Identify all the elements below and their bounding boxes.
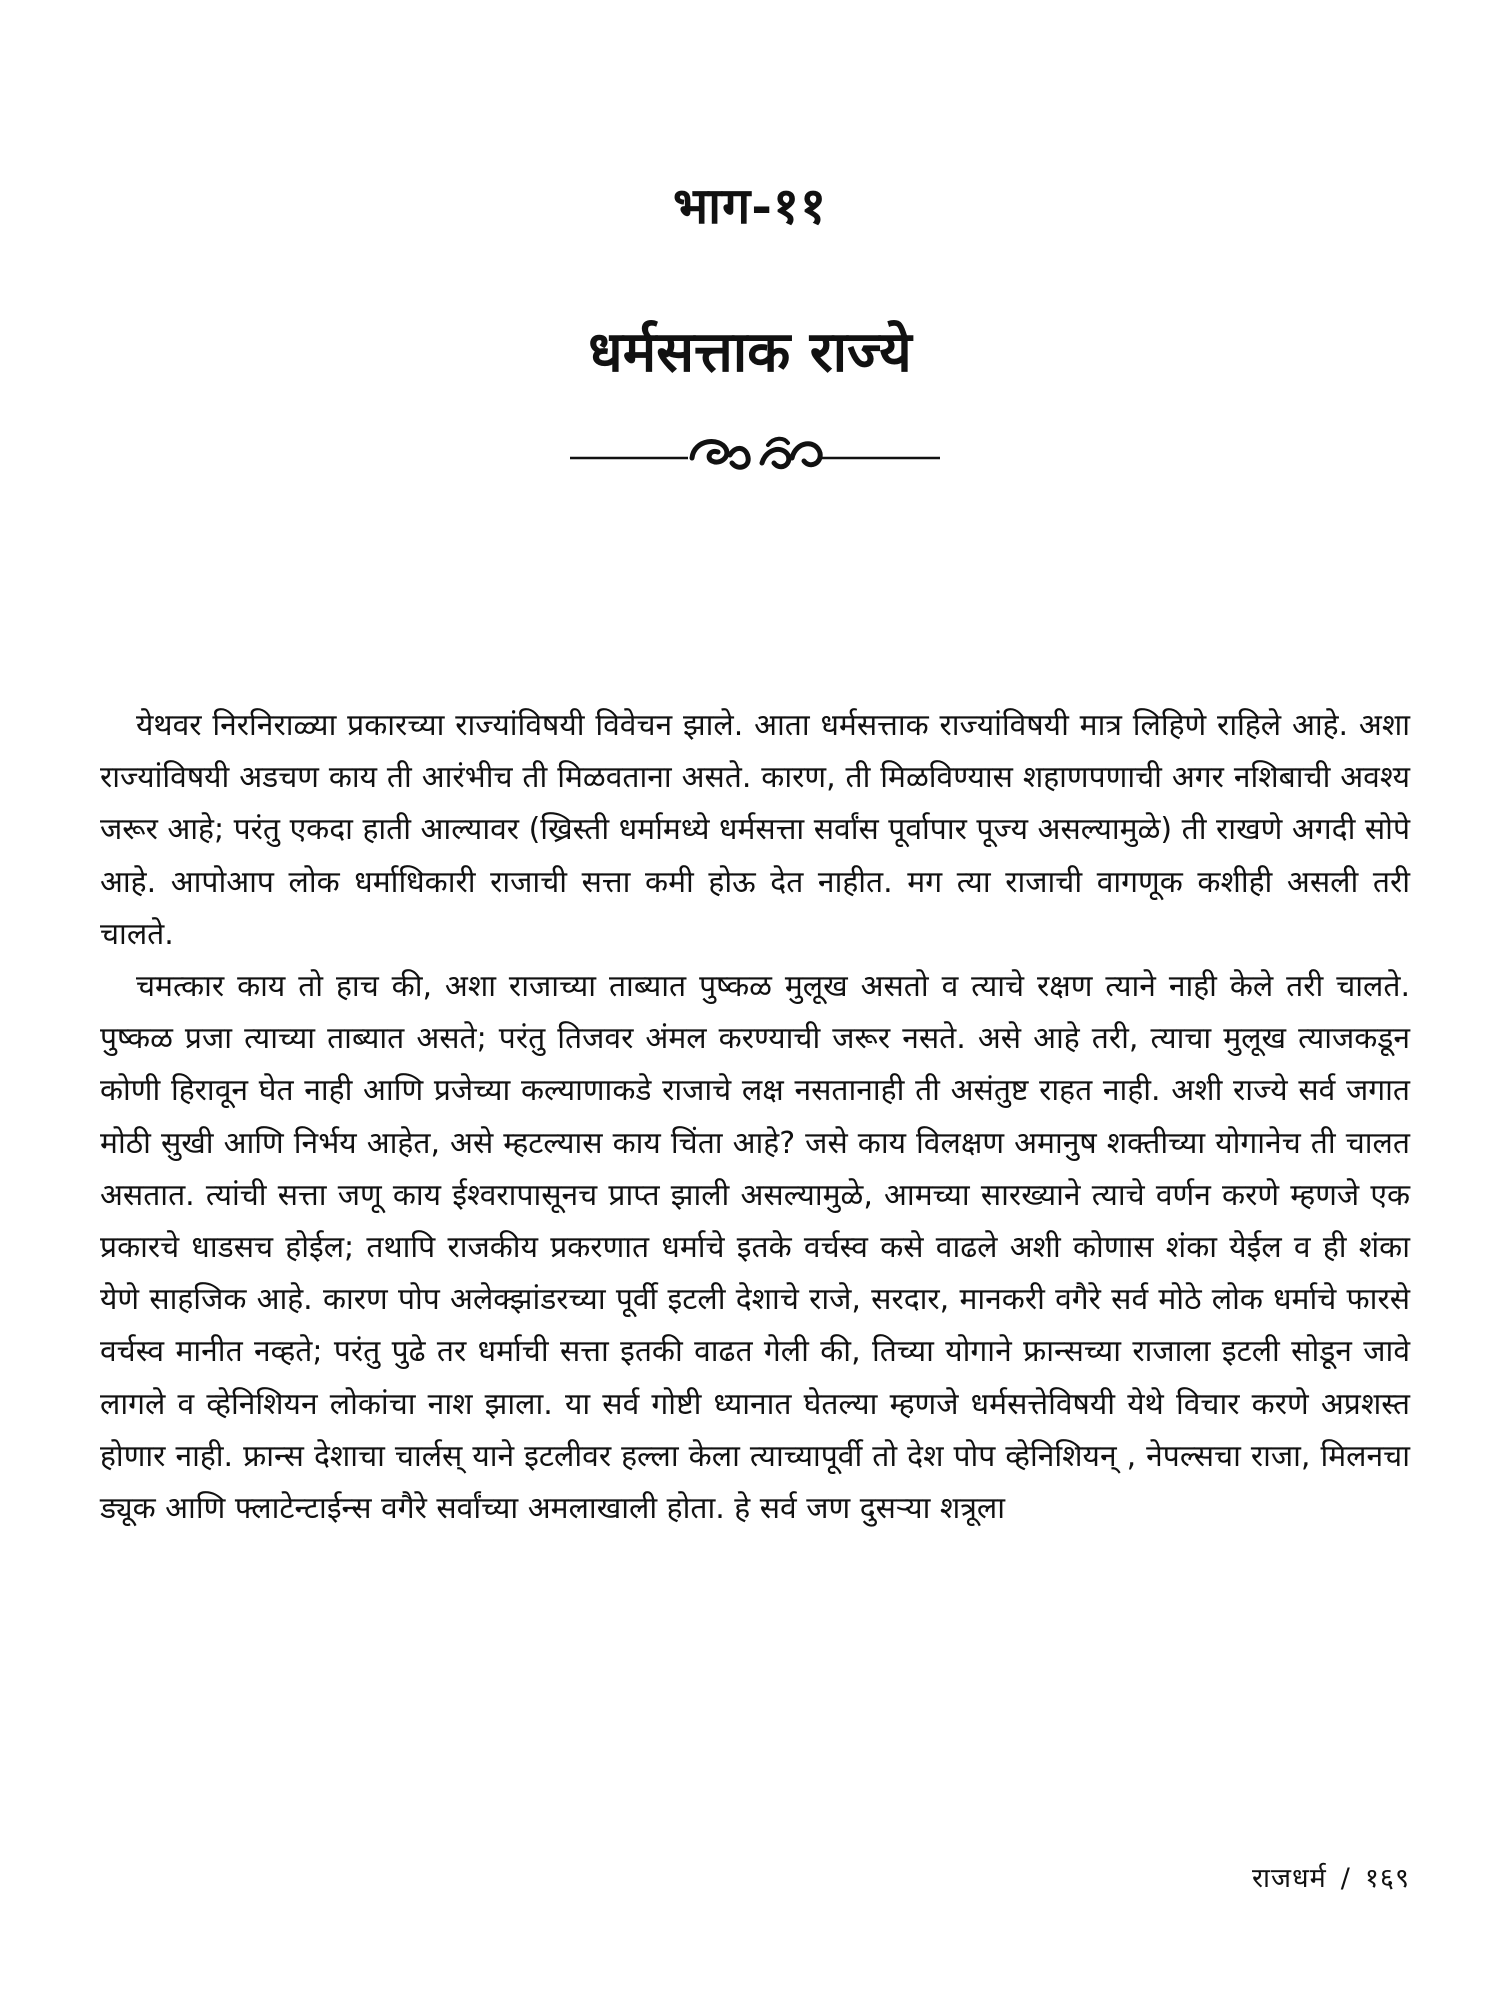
paragraph-2: चमत्कार काय तो हाच की, अशा राजाच्या ताब्यात पुष्कळ मुलूख असतो व त्याचे रक्षण त्याने नाही केले तरी चालते. पुष्कळ प्रजा त्याच्या ताब्यात असते; परंतु तिजवर अंमल करण्याची जरूर नसते. असे आहे तरी, त्याचा मुलूख त्याजकडून कोणी हिरावून घेत नाही आणि प्रजेच्या कल्याणाकडे राजाचे लक्ष नसतानाही ती असंतुष्ट राहत नाही. अशी राज्ये सर्व जगात मोठी सुखी आणि निर्भय आहेत, असे म्हटल्यास काय चिंता आहे? जसे काय विलक्षण अमानुष शक्तीच्या योगानेच ती चालत असतात. त्यांची सत्ता जणू काय ईश्वरापासूनच प्राप्त झाली असल्यामुळे, आमच्या सारख्याने त्याचे वर्णन करणे म्हणजे एक प्रकारचे धाडसच होईल; तथापि राजकीय प्रकरणात धर्माचे इतके वर्चस्व कसे वाढले अशी कोणास शंका येईल व ही शंका येणे साहजिक आहे. कारण पोप अलेक्झांडरच्या पूर्वी इटली देशाचे राजे, सरदार, मानकरी वगैरे सर्व मोठे लोक धर्माचे फारसे वर्चस्व मानीत नव्हते; परंतु पुढे तर धर्माची सत्ता इतकी वाढत गेली की, तिच्या योगाने फ्रान्सच्या राजाला इटली सोडून जावे लागले व व्हेनिशियन लोकांचा नाश झाला. या सर्व गोष्टी ध्यानात घेतल्या म्हणजे धर्मसत्तेविषयी येथे विचार करणे अप्रशस्त होणार नाही. फ्रान्स देशाचा चार्लस् याने इटलीवर हल्ला केला त्याच्यापूर्वी तो देश पोप व्हेनिशियन् , नेपल्सचा राजा, मिलनचा ड्यूक आणि फ्लाटेन्टाईन्स वगैरे सर्वांच्या अमलाखाली होता. हे सर्व जण दुसऱ्या शत्रूला xyxy=(100,969,1410,1527)
chapter-title: धर्मसत्ताक राज्ये xyxy=(588,320,912,385)
footer-separator: / xyxy=(1340,1863,1351,1894)
part-heading: भाग-११ xyxy=(672,176,827,235)
body-text xyxy=(100,700,1410,1535)
page-number: १६९ xyxy=(1364,1863,1410,1894)
paragraph-1: येथवर निरनिराळ्या प्रकारच्या राज्यांविषयी विवेचन झाले. आता धर्मसत्ताक राज्यांविषयी मात्र लिहिणे राहिले आहे. अशा राज्यांविषयी अडचण काय ती आरंभीच ती मिळवताना असते. कारण, ती मिळविण्यास शहाणपणाची अगर नशिबाची अवश्य जरूर आहे; परंतु एकदा हाती आल्यावर (ख्रिस्ती धर्मामध्ये धर्मसत्ता सर्वांस पूर्वापार पूज्य असल्यामुळे) ती राखणे अगदी सोपे आहे. आपोआप लोक धर्माधिकारी राजाची सत्ता कमी होऊ देत नाहीत. मग त्या राजाची वागणूक कशीही असली तरी चालते. xyxy=(100,708,1410,952)
page-footer xyxy=(1252,1858,1410,1895)
footer-book-title: राजधर्म xyxy=(1251,1863,1327,1894)
decorative-divider-icon xyxy=(570,425,940,485)
